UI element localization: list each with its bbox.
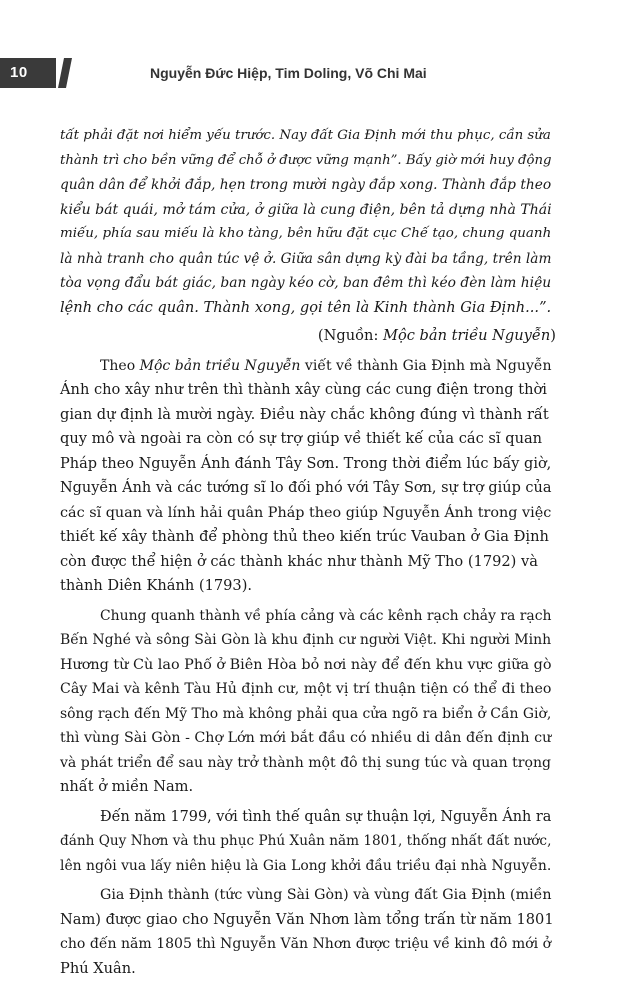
paragraph-line: Cây Mai và kênh Tàu Hủ định cư, một vị trí thuận tiện có thể đi theo [60,681,552,697]
paragraph-1 [60,354,554,599]
paragraph-line: Ánh cho xây như trên thì thành xây cùng các cung điện trong thời [60,381,547,398]
paragraph-line: Pháp theo Nguyễn Ánh đánh Tây Sơn. Trong thời điểm lúc bấy giờ, [60,455,552,472]
paragraph-line: sông rạch đến Mỹ Tho mà không phải qua cửa ngõ ra biển ở Cần Giờ, [60,705,552,722]
running-head-authors: Nguyễn Đức Hiệp, Tim Doling, Võ Chi Mai [150,65,427,81]
paragraph-3 [60,805,554,879]
source-prefix: (Nguồn: [317,327,384,344]
quote-line: tòa vọng đẩu bát giác, ban ngày kéo cờ, ban đêm thì kéo đèn làm hiệu [60,275,552,291]
paragraph-4 [60,883,554,981]
paragraph-line: các sĩ quan và lính hải quân Pháp theo giúp Nguyễn Ánh trong việc [60,504,552,521]
paragraph-line: Phú Xuân. [60,959,136,977]
quote-line: là nhà tranh cho quân túc vệ ở. Giữa sân dựng kỳ đài ba tầng, trên làm [60,250,552,267]
paragraph-line: đánh Quy Nhơn và thu phục Phú Xuân năm 1801, thống nhất đất nước, [60,833,552,849]
source-title: Mộc bản triều Nguyễn [383,327,551,344]
quote-source [60,324,556,349]
quote-line: miếu, phía sau miếu là kho tàng, bên hữu đặt cục Chế tạo, chung quanh [60,226,552,241]
p1-suffix: viết về thành Gia Định mà Nguyễn [300,357,552,374]
paragraph-line: Chung quanh thành về phía cảng và các kênh rạch chảy ra rạch [100,607,552,624]
paragraph-line: còn được thể hiện ở các thành khác như thành Mỹ Tho (1792) và [60,552,538,570]
paragraph-line: lên ngôi vua lấy niên hiệu là Gia Long khởi đầu triều đại nhà Nguyễn. [60,857,552,874]
p1-book-title: Mộc bản triều Nguyễn [139,357,301,374]
paragraph-line: gian dự định là mười ngày. Điều này chắc không đúng vì thành rất [60,405,549,423]
page-header [0,58,620,90]
source-suffix: ) [550,327,556,344]
paragraph-line: quy mô và ngoài ra còn có sự trợ giúp về thiết kế của các sĩ quan [60,430,543,447]
quote-line: thành trì cho bền vững để chỗ ở được vững mạnh”. Bấy giờ mới huy động [60,152,552,168]
page-body [60,124,554,981]
quote-line: tất phải đặt nơi hiểm yếu trước. Nay đất Gia Định mới thu phục, cần sửa [60,128,551,143]
paragraph-line: Bến Nghé và sông Sài Gòn là khu định cư người Việt. Khi người Minh [60,632,552,648]
paragraph-line: và phát triển để sau này trở thành một đô thị sung túc và quan trọng [60,754,552,771]
paragraph-line: Nguyễn Ánh và các tướng sĩ lo đối phó với Tây Sơn, sự trợ giúp của [60,480,552,496]
page-number-tab [0,58,56,88]
paragraph-2 [60,604,554,800]
paragraph-line: cho đến năm 1805 thì Nguyễn Văn Nhơn được triệu về kinh đô mới ở [60,936,552,952]
slash-ornament-icon [58,58,72,88]
paragraph-line: thì vùng Sài Gòn - Chợ Lớn mới bắt đầu có nhiều di dân đến định cư [60,730,552,746]
quote-line: lệnh cho các quân. Thành xong, gọi tên là Kinh thành Gia Định...”. [60,298,552,316]
paragraph-line: Đến năm 1799, với tình thế quân sự thuận lợi, Nguyễn Ánh ra [100,808,552,825]
paragraph-line: Nam) được giao cho Nguyễn Văn Nhơn làm tổng trấn từ năm 1801 [60,910,554,928]
page-number: 10 [10,64,28,81]
quote-line: kiểu bát quái, mở tám cửa, ở giữa là cung điện, bên tả dựng nhà Thái [60,201,552,218]
p1-prefix: Theo [100,357,140,374]
paragraph-line: thiết kế xây thành để phòng thủ theo kiến trúc Vauban ở Gia Định [60,528,549,545]
quote-block [60,124,554,349]
quote-line: quân dân để khởi đắp, hẹn trong mười ngày đắp xong. Thành đắp theo [60,177,552,193]
paragraph-line: nhất ở miền Nam. [60,778,194,795]
paragraph-line: thành Diên Khánh (1793). [60,577,253,594]
paragraph-line: Hương từ Cù lao Phố ở Biên Hòa bỏ nơi này để đến khu vực giữa gò [60,656,552,673]
paragraph-line: Gia Định thành (tức vùng Sài Gòn) và vùng đất Gia Định (miền [100,887,552,903]
paragraph-line [60,354,554,379]
